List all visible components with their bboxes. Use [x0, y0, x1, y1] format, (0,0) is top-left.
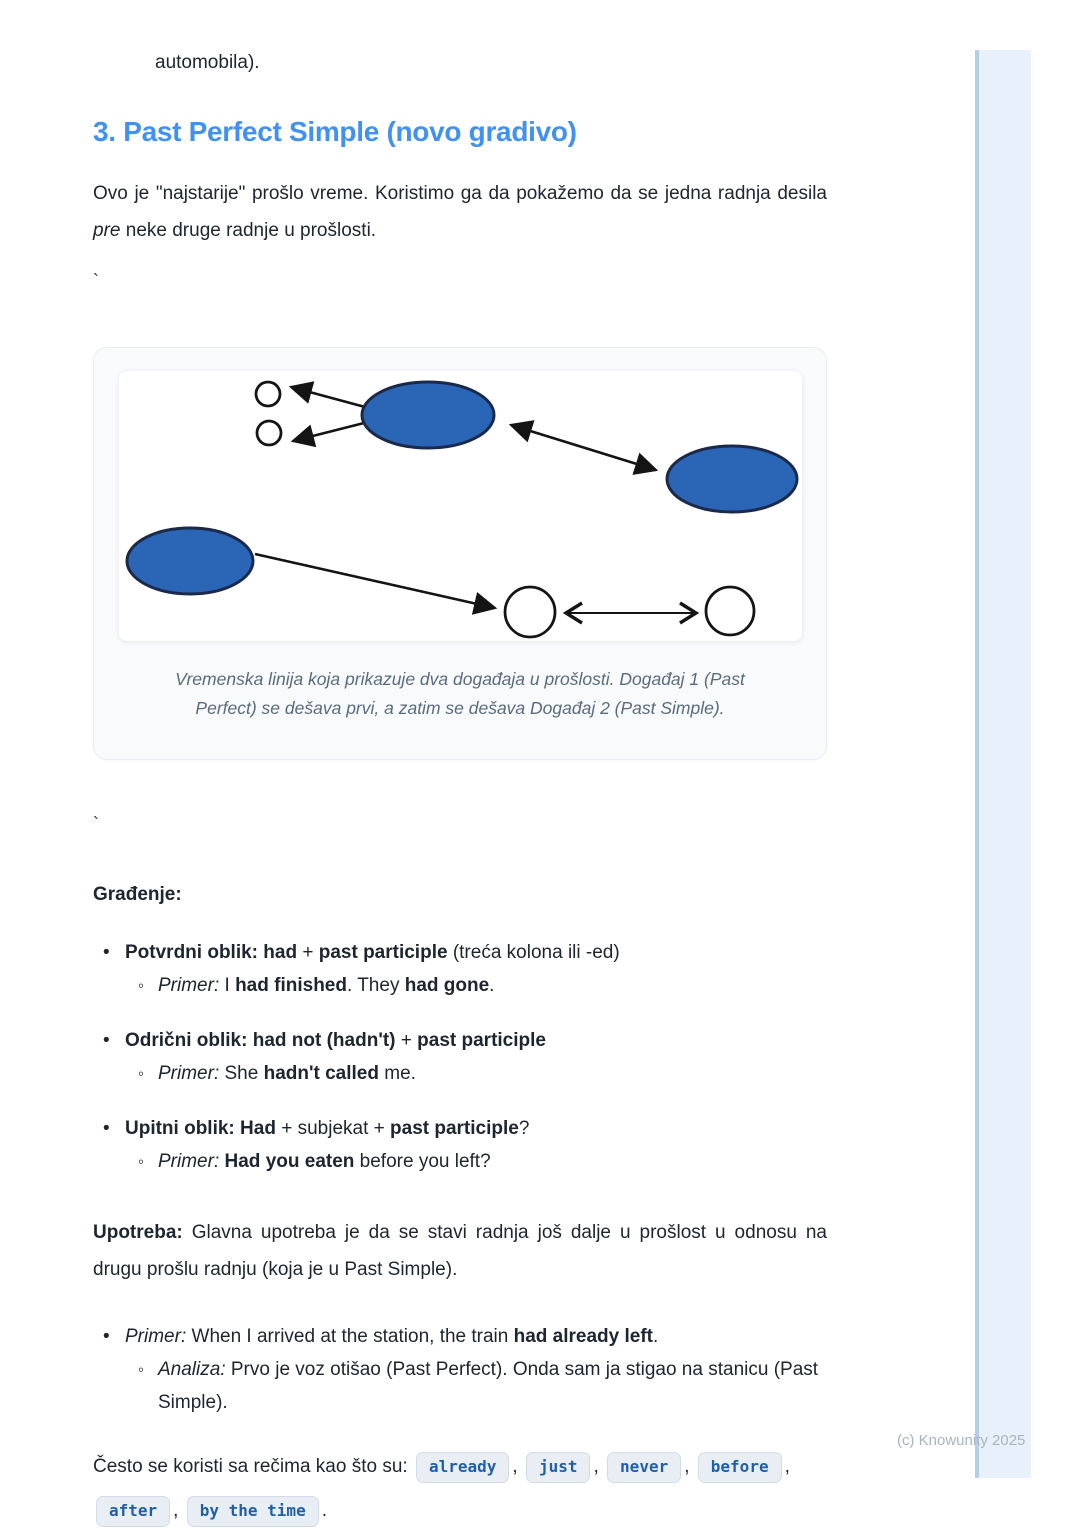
copyright-note: (c) Knowunity 2025 — [897, 1432, 1026, 1449]
usage-example-item — [93, 1320, 827, 1419]
continuation-text: automobila). — [155, 52, 260, 73]
double-arrow-top — [511, 425, 656, 470]
inline-tick: ` — [93, 271, 99, 291]
text-segment-bold: past participle — [417, 1030, 546, 1051]
gradjenje-heading: Građenje: — [93, 884, 182, 905]
upotreba-paragraph — [93, 1214, 827, 1288]
arrow-to-circle-1 — [291, 387, 365, 407]
time-point-circle-small-2 — [257, 421, 281, 445]
separator: , — [593, 1456, 599, 1477]
text-segment: . — [653, 1326, 659, 1347]
diagram-panel — [119, 371, 802, 641]
text-segment-italic: Primer: — [158, 1063, 220, 1084]
text-segment-bold: had finished — [235, 975, 347, 996]
section-heading: 3. Past Perfect Simple (novo gradivo) — [93, 116, 577, 147]
text-segment-italic: Primer: — [158, 975, 220, 996]
list-item-upitni — [93, 1112, 827, 1178]
arrow-long-diagonal — [255, 554, 495, 608]
text-segment-bold: Odrični oblik: had not (hadn't) — [125, 1030, 396, 1051]
content-column — [93, 49, 827, 1528]
text-segment-bold: Potvrdni oblik: had — [125, 942, 298, 963]
text-segment-bold: hadn't called — [263, 1063, 379, 1084]
text-segment: + — [395, 1030, 418, 1051]
event-ellipse-bottom-left — [127, 528, 253, 594]
text-segment: I — [219, 975, 236, 996]
event-ellipse-right — [667, 446, 797, 512]
intro-paragraph — [93, 175, 827, 249]
usage-example-list — [93, 1320, 827, 1419]
sentence-end: . — [321, 1500, 327, 1521]
text-segment-italic: Primer: — [158, 1151, 220, 1172]
list-item-odricni — [93, 1024, 827, 1090]
text-segment: me. — [378, 1063, 416, 1084]
text-segment: Glavna upotreba je da se stavi radnja još dalje u prošlost u odnosu na drugu prošlu radnju (koja je u Past Simple). — [93, 1222, 827, 1280]
text-segment: . — [489, 975, 495, 996]
analysis-item — [125, 1353, 827, 1419]
text-segment: Prvo je voz otišao (Past Perfect). Onda sam ja stigao na stanicu (Past Simple). — [158, 1359, 819, 1413]
time-point-circle-small-1 — [256, 382, 280, 406]
text-segment-bold: Upotreba: — [93, 1222, 183, 1243]
text-segment-bold: had gone — [404, 975, 490, 996]
text-segment: When I arrived at the station, the train — [186, 1326, 514, 1347]
event-ellipse-top — [362, 382, 494, 448]
separator: , — [512, 1456, 518, 1477]
keyword-badges-paragraph — [93, 1445, 827, 1528]
text-segment: Ovo je "najstarije" prošlo vreme. Koristimo ga da pokažemo da se jedna radnja desila — [93, 183, 827, 204]
example-item — [125, 969, 827, 1002]
text-segment: (treća kolona ili -ed) — [447, 942, 620, 963]
example-item — [125, 1145, 827, 1178]
keyword-badge: already — [416, 1452, 509, 1483]
text-segment-italic: Primer: — [125, 1326, 187, 1347]
text-segment-bold: past participle — [390, 1118, 519, 1139]
time-point-circle-large-2 — [706, 587, 754, 635]
arrow-to-circle-2 — [293, 423, 364, 441]
example-sublist — [125, 969, 827, 1002]
text-segment: + — [297, 942, 319, 963]
right-margin-bar — [975, 50, 1031, 1478]
text-segment: Često se koristi sa rečima kao što su: — [93, 1456, 413, 1477]
text-segment: before you left? — [354, 1151, 491, 1172]
timeline-diagram — [119, 371, 802, 641]
keyword-badge: never — [607, 1452, 681, 1483]
separator: , — [173, 1500, 179, 1521]
example-sublist — [125, 1057, 827, 1090]
example-sublist — [125, 1145, 827, 1178]
text-segment: . They — [346, 975, 405, 996]
text-segment-italic: pre — [93, 220, 121, 241]
inline-tick: ` — [93, 814, 99, 834]
figure-caption: Vremenska linija koja prikazuje dva događaja u prošlosti. Događaj 1 (Past Perfect) se dešava prvi, a zatim se dešava Događaj 2 (Past Simple). — [175, 669, 745, 718]
analysis-sublist — [125, 1353, 827, 1419]
figure-card — [93, 347, 827, 760]
text-segment-bold: had already left — [513, 1326, 654, 1347]
separator: , — [684, 1456, 690, 1477]
keyword-badge: by the time — [187, 1496, 319, 1527]
text-segment: ? — [518, 1118, 530, 1139]
keyword-badge: before — [698, 1452, 782, 1483]
time-point-circle-large-1 — [505, 587, 555, 637]
text-segment-bold: past participle — [318, 942, 448, 963]
keyword-badge: after — [96, 1496, 170, 1527]
separator: , — [784, 1456, 790, 1477]
text-segment: She — [219, 1063, 264, 1084]
text-segment-bold: Had you eaten — [224, 1151, 355, 1172]
text-segment-bold: Upitni oblik: Had — [125, 1118, 276, 1139]
grammar-forms-list — [93, 936, 827, 1178]
list-item-potvrdni — [93, 936, 827, 1002]
text-segment: neke druge radnje u prošlosti. — [120, 220, 377, 241]
text-segment-italic: Analiza: — [158, 1359, 226, 1380]
example-item — [125, 1057, 827, 1090]
keyword-badge: just — [526, 1452, 591, 1483]
text-segment: + subjekat + — [275, 1118, 391, 1139]
